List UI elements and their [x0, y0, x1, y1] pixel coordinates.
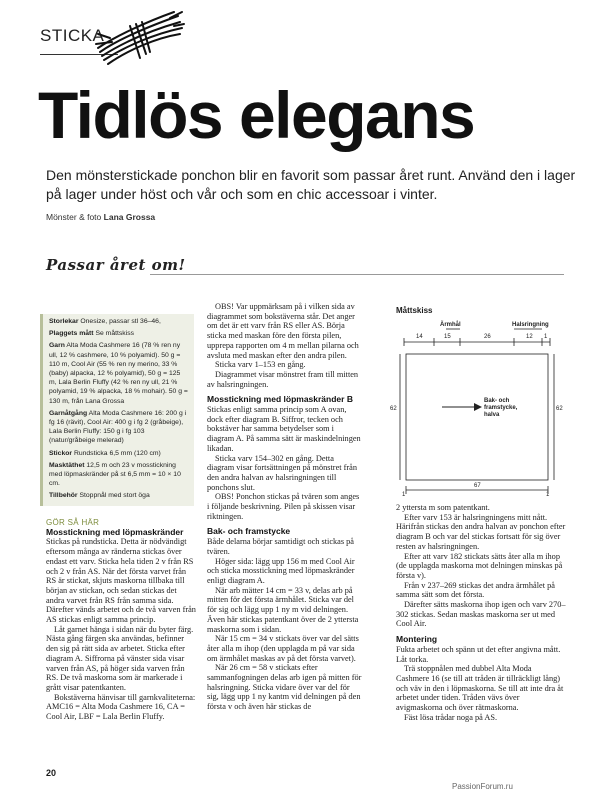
paragraph: Efter att varv 182 stickats sätts åter alla m ihop (de upplagda maskorna mot delningen minskas på första v). — [396, 551, 563, 580]
dim-left: 62 — [390, 406, 397, 412]
diagram-title: Måttskiss — [396, 306, 433, 315]
dim-top-3: 26 — [484, 334, 491, 340]
paragraph: Sticka varv 1–153 en gång. — [215, 360, 306, 370]
script-rule — [150, 274, 564, 275]
dim-top-4: 12 — [526, 334, 533, 340]
info-gauge: Masktäthet 12,5 m och 23 v mosstickning med löpmaskränder på st 6,5 mm = 10 × 10 cm. — [49, 461, 181, 488]
dim-top-1: 14 — [416, 334, 423, 340]
measurement-diagram — [390, 306, 566, 498]
paragraph: OBS! Var uppmärksam på i vilken sida av diagrammet som bokstäverna står. Det anger om det är ett varv från RS eller AS. Börja sticka med maskan före den första pilen, upprepa rapporten om 4 m mellan pilarna och avsluta med maskan efter den andra pilen. — [207, 302, 359, 360]
paragraph: Stickas enligt samma princip som A ovan, dock efter diagram B. Siffror, tecken och bokstäver har samma betydelser som i diagram A. På samma sätt är maskindelningen likadan. — [207, 405, 361, 453]
paragraph: Från v 237–269 stickas det andra ärmhålet på samma sätt som det första. — [396, 580, 555, 600]
dim-top-5: 1 — [544, 334, 548, 340]
tick-left: 1 — [402, 492, 406, 498]
column-1 — [46, 518, 196, 722]
section-heading: Montering — [396, 634, 438, 645]
paragraph: Både delarna börjar samtidigt och stickas på tvären. — [207, 537, 354, 556]
section-tag: STICKA — [40, 26, 105, 45]
credit-name: Lana Grossa — [103, 212, 156, 222]
info-amount: Garnåtgång Alta Moda Cashmere 16: 200 g i fg 16 (rävit), Cool Air: 400 g i fg 2 (gråbeige), Lala Berlin Fluffy: 150 g i fg 103 (natur/gråbeige melerad) — [49, 409, 187, 445]
column-3 — [396, 503, 566, 722]
paragraph: Höger sida: lägg upp 156 m med Cool Air och sticka mosstickning med löpmaskränder enligt diagram A. — [207, 556, 355, 585]
label-armhole: Ärmhål — [440, 322, 461, 328]
watermark: PassionForum.ru — [452, 782, 513, 791]
dim-right: 62 — [556, 406, 563, 412]
info-sizes: Storlekar Onesize, passar stl 36–46, — [49, 318, 161, 325]
paragraph: Efter varv 153 är halsringningens mitt nått. Härifrån stickas den andra halvan av ponchon efter diagram B och var del stickas fortsatt för sig över resten av halsringningen. — [396, 512, 566, 551]
page-title: Tidlös elegans — [38, 78, 475, 152]
dim-bottom: 67 — [474, 483, 481, 489]
dim-top-2: 15 — [444, 334, 451, 340]
paragraph: Fukta arbetet och spänn ut det efter angivna mått. Låt torka. — [396, 644, 561, 664]
tick-right: 1 — [546, 492, 550, 498]
paragraph: Bokstäverna hänvisar till garnkvaliteterna: AMC16 = Alta Moda Cashmere 16, CA = Cool Air, LBF = Lala Berlin Fluffy. — [46, 692, 196, 722]
paragraph: Diagrammet visar mönstret fram till mitten av halsringningen. — [207, 369, 359, 389]
info-yarn: Garn Alta Moda Cashmere 16 (78 % ren ny ull, 12 % cashmere, 10 % polyamid). 50 g = 110 m, Cool Air (55 % ren ny merino, 33 % (baby) alpacka, 12 % polyamid), 50 g = 125 m, Lala Berlin Fluffy (42 % ren ny ull, 21 % polyamid, 19 % alpacka, 18 % mohair). 50 g = 130 m, från Lana Grossa — [49, 342, 188, 405]
paragraph: Sticka varv 154–302 en gång. Detta diagram visar fortsättningen på mönstret från den andra halvan av halsringningen till ponchons slut. — [207, 453, 357, 492]
paragraph: Låt garnet hänga i sidan när du byter färg. Nästa gång färgen ska användas, befinner den sig på rätt sida av arbetet. Sticka efter diagram A. Siffrorna på vänster sida visar varven från AS, på höger sida varven från RS. De två maskorna som är markerade i grått visar patentkanten. — [46, 624, 194, 692]
credit-line — [46, 212, 155, 222]
paragraph: 2 yttersta m som patentkant. — [396, 503, 490, 512]
paragraph: När arb mätter 14 cm = 33 v, delas arb på mitten för det första ärmhålet. Sticka var del för sig och lägg upp 1 ny m vid delningen. Även här stickas patentkant över de 2 yttersta maskorna som i sidan. — [207, 585, 359, 634]
page-number: 20 — [46, 768, 57, 778]
paragraph: Stickas på rundsticka. Detta är nödvändigt eftersom många av ränderna stickas över endast ett varv. Sticka hela tiden 2 v från RS och 2 v från AS. När det första varvet från RS är stickat, skjuts maskorna tillbaka till början av stickan, och sedan stickas det andra varvet från RS från samma sida. Därefter vänds arbetet och de två varven från AS stickas enligt samma princip. — [46, 537, 196, 625]
section-heading: Bak- och framstycke — [207, 526, 291, 537]
paragraph: Trä stoppnålen med dubbel Alta Moda Cashmere 16 (se till att tråden är tillräckligt lång) och väv in den i löpmaskorna. Se till att inte dra åt arbetet under tiden. Tråden vävs över avigmaskorna och över rätmaskorna. — [396, 664, 564, 713]
paragraph: Fäst lösa trådar noga på AS. — [404, 712, 498, 722]
how-to-heading: GÖR SÅ HÄR — [46, 518, 100, 527]
paragraph: Därefter sätts maskorna ihop igen och varv 270–302 stickas. Sedan maskas maskorna ser ut med Cool Air. — [396, 600, 566, 629]
info-extras: Tillbehör Stoppnål med stort öga — [49, 492, 150, 500]
yarn-skein-icon — [90, 8, 186, 68]
paragraph: När 26 cm = 58 v stickats efter sammanfogningen delas arb igen på mitten för halsringning. Sticka vidare över var del för sig, lägg upp 1 ny kantm vid delningen på den första v och även här stickas de — [207, 663, 362, 712]
section-heading: Mosstickning med löpmaskränder — [46, 526, 184, 537]
info-needles: Stickor Rundsticka 6,5 mm (120 cm) — [49, 449, 161, 457]
script-heading: Passar året om! — [46, 256, 186, 274]
section-heading: Mosstickning med löpmaskränder B — [207, 394, 353, 405]
lede-paragraph: Den mönsterstickade ponchon blir en favorit som passar året runt. Använd den i lager på lager under höst och vår och som en chic accessoar i vinter. — [46, 167, 576, 202]
paragraph: När 15 cm = 34 v stickats över var del sätts åter alla m ihop (den upplagda m på var sida om ärmhålet maskas av på det första varvet). — [207, 634, 359, 663]
piece-label: Bak- och framstycke, halva — [484, 398, 518, 418]
label-neck: Halsringning — [512, 322, 549, 328]
info-measure: Plaggets mått Se måttskiss — [49, 330, 134, 338]
column-2 — [207, 302, 362, 712]
credit-label: Mönster & foto — [46, 212, 102, 222]
materials-info-box — [40, 314, 194, 506]
paragraph: OBS! Ponchon stickas på tvären som anges i följande beskrivning. Pilen på skissen visar riktningen. — [207, 492, 360, 521]
